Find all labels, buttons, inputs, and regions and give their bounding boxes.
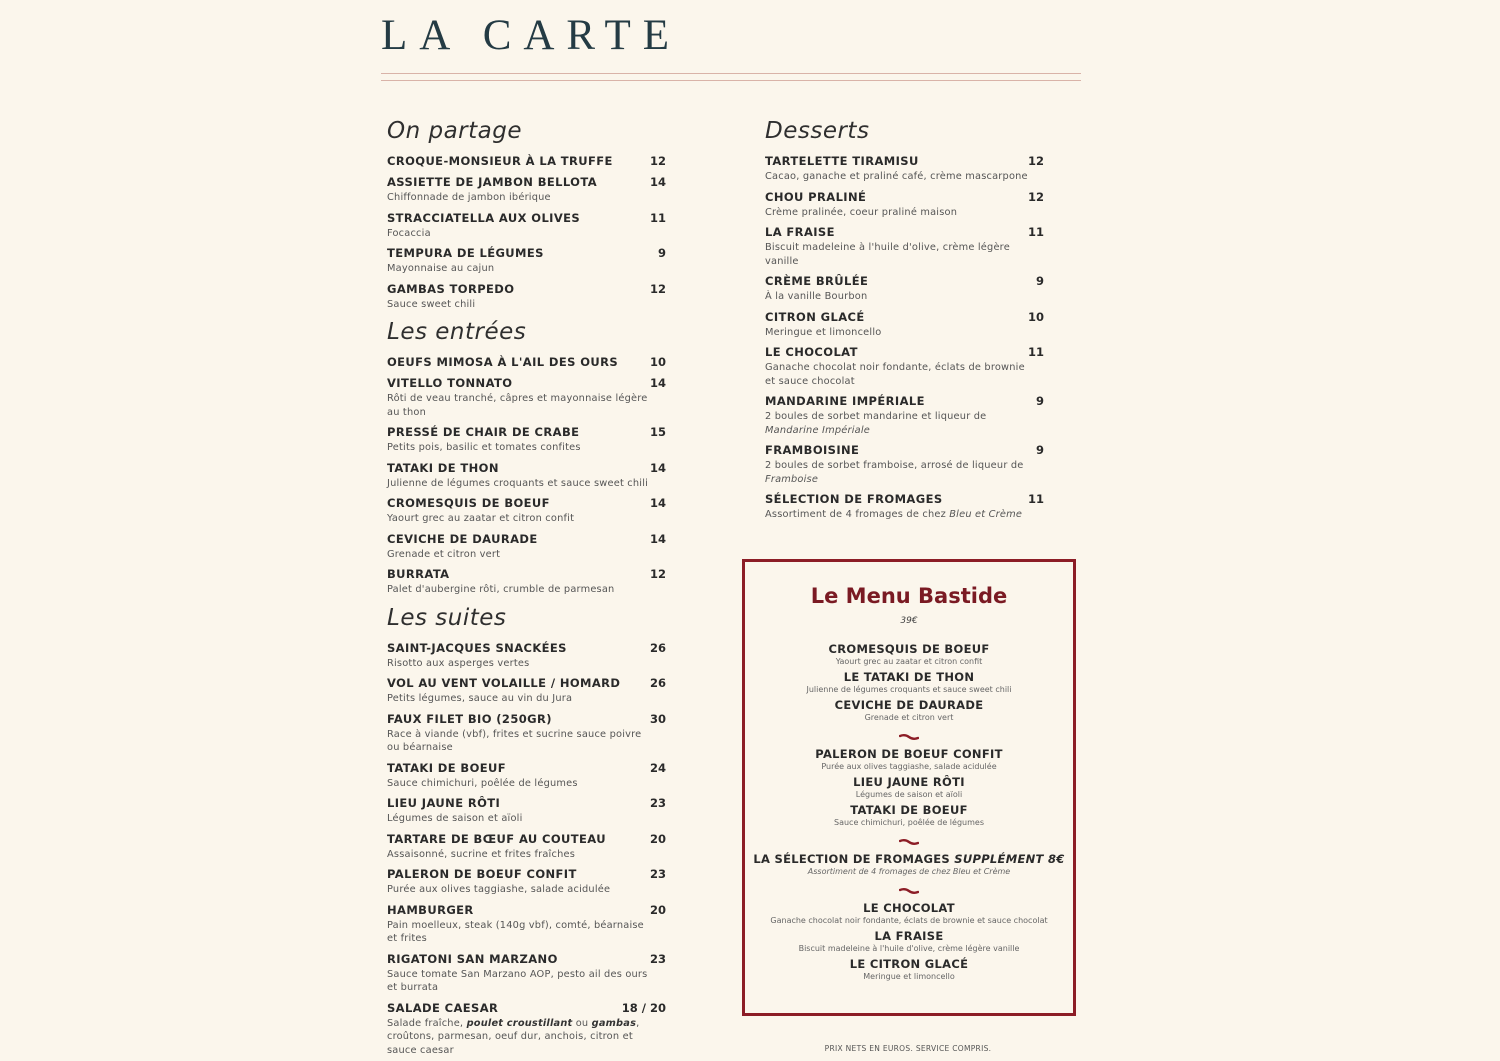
item-description	[387, 728, 657, 755]
item-name: TEMPURA DE LÉGUMES	[387, 246, 544, 260]
item-description	[765, 410, 1035, 437]
menu-item-row	[387, 211, 672, 226]
menu-item	[387, 712, 672, 755]
item-description	[387, 657, 657, 671]
item-name: BURRATA	[387, 567, 450, 581]
item-name: CEVICHE DE DAURADE	[387, 531, 538, 546]
item-name: CROMESQUIS DE BOEUF	[387, 496, 550, 510]
item-price: 11	[1027, 492, 1044, 506]
menu-section	[387, 116, 672, 311]
item-description-text: 2 boules de sorbet framboise, arrosé de liqueur de	[765, 460, 1024, 471]
item-price: 20	[649, 902, 666, 917]
item-name: TARTELETTE TIRAMISU	[765, 154, 919, 168]
item-price: 9	[1035, 394, 1044, 408]
menu-item-row	[387, 641, 672, 656]
item-price: 11	[1027, 225, 1044, 239]
item-description-text: Cacao, ganache et praliné café, crème mascarpone	[765, 171, 1028, 182]
menu-bastide-item-name-text: LA SÉLECTION DE FROMAGES	[753, 852, 955, 866]
menu-course-group	[745, 747, 1073, 828]
item-description-text: Ganache chocolat noir fondante, éclats de brownie et sauce chocolat	[765, 362, 1025, 387]
item-description	[387, 692, 657, 706]
item-price: 20	[649, 831, 666, 846]
menu-bastide-item-name	[745, 747, 1073, 761]
menu-bastide-box	[742, 559, 1076, 1016]
page-title: LA CARTE	[381, 12, 682, 59]
item-name: SÉLECTION DE FROMAGES	[765, 492, 943, 506]
item-description-text: Sauce chimichuri, poêlée de légumes	[387, 777, 578, 789]
menu-item-row	[387, 832, 672, 847]
menu-item	[387, 832, 672, 862]
menu-bastide-item-name-text: CROMESQUIS DE BOEUF	[828, 642, 990, 656]
menu-course-group	[745, 901, 1073, 982]
item-description-text: Assaisonné, sucrine et frites fraîches	[387, 848, 576, 860]
item-description	[387, 919, 657, 946]
item-description	[765, 326, 1035, 340]
item-description-italic: Mandarine Impériale	[765, 424, 870, 436]
header-rule-bottom	[381, 80, 1081, 81]
menu-bastide-item-name	[745, 670, 1073, 684]
menu-item-row	[387, 867, 672, 882]
item-price: 14	[649, 496, 666, 510]
item-price: 9	[1035, 274, 1044, 288]
item-name: FAUX FILET BIO (250GR)	[387, 711, 552, 726]
item-description-text: Sauce sweet chili	[387, 298, 476, 310]
menu-course-group	[745, 852, 1073, 877]
menu-item-row	[387, 355, 672, 370]
menu-bastide-item-description: Purée aux olives taggiashe, salade acidulée	[821, 762, 997, 771]
item-price: 23	[649, 796, 666, 810]
menu-bastide-item-description: Julienne de légumes croquants et sauce sweet chili	[806, 685, 1012, 694]
section-title: Les suites	[387, 604, 507, 631]
item-price: 24	[649, 760, 666, 775]
item-price: 23	[649, 951, 666, 966]
menu-item-row	[387, 425, 672, 440]
item-description	[387, 262, 657, 276]
item-name: ASSIETTE DE JAMBON BELLOTA	[387, 175, 597, 189]
item-description	[387, 441, 657, 455]
item-description-text: Grenade et citron vert	[387, 548, 501, 560]
item-name: CROQUE-MONSIEUR À LA TRUFFE	[387, 154, 613, 168]
menu-bastide-item-name-text: LIEU JAUNE RÔTI	[853, 775, 965, 789]
item-description-part: poulet croustillant	[466, 1017, 573, 1029]
item-description	[387, 512, 657, 526]
item-description	[765, 290, 1035, 304]
item-description-text: Focaccia	[387, 227, 431, 239]
item-description-text: Petits légumes, sauce au vin du Jura	[387, 693, 573, 704]
item-description-text: Rôti de veau tranché, câpres et mayonnaise légère au thon	[387, 393, 648, 418]
item-description-part: , croûtons, parmesan, oeuf dur, anchois, citron et sauce caesar	[387, 1017, 640, 1056]
item-description-text: 2 boules de sorbet mandarine et liqueur de	[765, 411, 987, 422]
left-column	[387, 116, 672, 1061]
item-name: OEUFS MIMOSA À L'AIL DES OURS	[387, 355, 619, 369]
menu-bastide-item-name	[745, 698, 1073, 712]
menu-bastide-item-description: Légumes de saison et aïoli	[855, 790, 963, 799]
item-description-text: Yaourt grec au zaatar et citron confit	[387, 513, 575, 524]
item-description-text: Meringue et limoncello	[765, 326, 882, 338]
menu-item	[387, 461, 672, 491]
menu-bastide-title: Le Menu Bastide	[810, 584, 1008, 608]
menu-item	[765, 225, 1050, 268]
menu-bastide-item-description: Yaourt grec au zaatar et citron confit	[835, 657, 983, 666]
footer-note: PRIX NETS EN EUROS. SERVICE COMPRIS.	[824, 1044, 992, 1053]
menu-item-row	[387, 532, 672, 547]
item-description-text: Purée aux olives taggiashe, salade acidulée	[387, 884, 611, 895]
menu-item	[387, 796, 672, 826]
item-description-part: ou	[572, 1017, 592, 1029]
desserts-section	[765, 116, 1050, 522]
item-price: 11	[649, 210, 666, 225]
item-description	[765, 361, 1035, 388]
item-description	[765, 241, 1035, 268]
menu-item	[765, 443, 1050, 486]
menu-item-row	[387, 567, 672, 582]
item-price: 12	[649, 567, 666, 581]
menu-bastide-item-description: Sauce chimichuri, poêlée de légumes	[834, 818, 984, 827]
section-title: Desserts	[765, 118, 870, 144]
item-price: 14	[649, 460, 666, 475]
item-description-text: Race à viande (vbf), frites et sucrine sauce poivre ou béarnaise	[387, 728, 642, 753]
menu-item-row	[765, 345, 1050, 360]
item-description	[765, 508, 1035, 522]
item-price: 12	[649, 154, 666, 168]
item-description	[765, 459, 1035, 486]
menu-bastide-item-name-text: LE CHOCOLAT	[863, 901, 955, 915]
item-description	[387, 812, 657, 826]
item-description-text: Assortiment de 4 fromages de chez	[765, 509, 946, 520]
item-price: 18 / 20	[621, 1000, 666, 1015]
menu-item	[387, 676, 672, 706]
item-description	[387, 883, 657, 897]
item-name: TATAKI DE BOEUF	[387, 760, 507, 775]
item-price: 14	[649, 175, 666, 189]
item-description-text: Petits pois, basilic et tomates confites	[387, 442, 581, 453]
menu-item	[387, 903, 672, 946]
menu-bastide-item-name	[745, 852, 1073, 866]
menu-bastide-item-name-text: TATAKI DE BOEUF	[850, 803, 968, 817]
menu-item-row	[387, 175, 672, 190]
menu-bastide-item-name	[745, 957, 1073, 971]
menu-bastide-item-name	[745, 642, 1073, 656]
item-description	[387, 777, 657, 791]
menu-bastide-item-description: Assortiment de 4 fromages de chez Bleu et Crème	[807, 867, 1011, 876]
item-description	[387, 583, 657, 597]
item-description-text: Biscuit madeleine à l'huile d'olive, crème légère vanille	[765, 242, 1010, 267]
item-name: RIGATONI SAN MARZANO	[387, 951, 558, 966]
menu-section	[387, 317, 672, 597]
menu-item	[387, 211, 672, 241]
menu-bastide-item-name	[745, 775, 1073, 789]
wave-divider-icon	[899, 887, 919, 895]
item-price: 10	[649, 355, 666, 369]
item-description	[765, 170, 1035, 184]
wave-divider-icon	[899, 733, 919, 741]
menu-item-row	[387, 676, 672, 691]
item-description-text: Chiffonnade de jambon ibérique	[387, 192, 551, 203]
menu-item-row	[387, 952, 672, 967]
item-price: 11	[1027, 345, 1044, 359]
item-name: SALADE CAESAR	[387, 1000, 499, 1015]
item-price: 14	[649, 531, 666, 546]
menu-item	[765, 274, 1050, 304]
item-price: 9	[1035, 443, 1044, 457]
item-name: HAMBURGER	[387, 902, 474, 917]
item-name: MANDARINE IMPÉRIALE	[765, 394, 925, 408]
item-name: PRESSÉ DE CHAIR DE CRABE	[387, 425, 580, 439]
menu-item	[765, 154, 1050, 184]
item-price: 15	[649, 425, 666, 439]
menu-item-row	[387, 712, 672, 727]
item-name: VITELLO TONNATO	[387, 376, 513, 390]
menu-item	[387, 425, 672, 455]
item-price: 12	[1027, 189, 1044, 204]
menu-item-row	[387, 903, 672, 918]
menu-item-row	[765, 274, 1050, 289]
item-name: LE CHOCOLAT	[765, 345, 858, 359]
desserts-column	[765, 116, 1050, 528]
item-price: 23	[649, 867, 666, 881]
menu-bastide-item-name	[745, 929, 1073, 943]
menu-item	[387, 567, 672, 597]
item-price: 14	[649, 376, 666, 390]
item-name: LA FRAISE	[765, 225, 835, 239]
menu-item	[765, 492, 1050, 522]
menu-bastide-price: 39€	[900, 616, 918, 626]
menu-item-row	[387, 1001, 672, 1016]
menu-bastide-item-description: Ganache chocolat noir fondante, éclats de brownie et sauce chocolat	[770, 916, 1048, 925]
menu-bastide-item-name-text: PALERON DE BOEUF CONFIT	[815, 747, 1003, 761]
section-title: Les entrées	[387, 319, 527, 345]
menu-item-row	[387, 282, 672, 297]
item-name: PALERON DE BOEUF CONFIT	[387, 867, 577, 881]
menu-bastide-courses	[745, 642, 1073, 982]
item-price: 30	[649, 711, 666, 726]
menu-item	[765, 190, 1050, 220]
item-description	[387, 298, 657, 312]
menu-item-row	[765, 310, 1050, 325]
header-rule-top	[381, 73, 1081, 74]
menu-item-row	[387, 154, 672, 169]
menu-item-row	[387, 376, 672, 391]
item-description	[387, 477, 657, 491]
item-price: 26	[649, 640, 666, 655]
menu-bastide-item-name-text: LE CITRON GLACÉ	[849, 957, 969, 971]
menu-item-row	[387, 246, 672, 261]
menu-item-row	[387, 496, 672, 511]
item-description-text: Risotto aux asperges vertes	[387, 657, 530, 669]
item-description	[387, 548, 657, 562]
menu-item	[387, 246, 672, 276]
item-description	[387, 191, 657, 205]
menu-item	[387, 282, 672, 312]
item-description-text: Mayonnaise au cajun	[387, 263, 495, 274]
menu-item-row	[765, 443, 1050, 458]
menu-bastide-item-description: Grenade et citron vert	[864, 713, 954, 722]
menu-item-row	[765, 225, 1050, 240]
item-name: SAINT-JACQUES SNACKÉES	[387, 640, 567, 655]
menu-bastide-item-name-text: CEVICHE DE DAURADE	[834, 698, 984, 712]
menu-item-row	[387, 796, 672, 811]
item-description	[387, 392, 657, 419]
item-price: 26	[649, 676, 666, 690]
menu-item	[387, 496, 672, 526]
menu-section	[387, 603, 672, 1058]
menu-bastide-item-name	[745, 803, 1073, 817]
item-description-italic: Bleu et Crème	[949, 509, 1023, 520]
item-price: 12	[1027, 154, 1044, 168]
item-price: 10	[1027, 309, 1044, 324]
item-description-text: Julienne de légumes croquants et sauce sweet chili	[387, 477, 649, 489]
item-name: STRACCIATELLA AUX OLIVES	[387, 210, 581, 225]
menu-item	[387, 175, 672, 205]
item-name: CITRON GLACÉ	[765, 309, 865, 324]
menu-item	[387, 641, 672, 671]
menu-item	[387, 376, 672, 419]
item-name: TATAKI DE THON	[387, 460, 499, 475]
item-description-text: Sauce tomate San Marzano AOP, pesto ail des ours et burrata	[387, 968, 648, 993]
item-price: 12	[649, 281, 666, 296]
item-description-text: Pain moelleux, steak (140g vbf), comté, béarnaise et frites	[387, 919, 644, 944]
menu-item	[387, 761, 672, 791]
item-name: TARTARE DE BŒUF AU COUTEAU	[387, 831, 606, 846]
menu-item	[387, 532, 672, 562]
menu-item	[387, 867, 672, 897]
menu-item-row	[765, 190, 1050, 205]
item-description-italic: Framboise	[765, 473, 819, 485]
item-description-text: Légumes de saison et aïoli	[387, 813, 523, 824]
item-name: CHOU PRALINÉ	[765, 189, 867, 204]
menu-item-row	[765, 394, 1050, 409]
menu-bastide-item-name	[745, 901, 1073, 915]
menu-item	[387, 355, 672, 370]
item-description	[387, 848, 657, 862]
menu-item-row	[387, 761, 672, 776]
item-name: GAMBAS TORPEDO	[387, 281, 515, 296]
menu-item	[765, 394, 1050, 437]
menu-item-row	[765, 492, 1050, 507]
menu-bastide-item-description: Meringue et limoncello	[863, 972, 955, 981]
item-description-text: Crème pralinée, coeur praliné maison	[765, 206, 958, 218]
wave-divider-icon	[899, 838, 919, 846]
item-description-part: gambas	[591, 1017, 637, 1029]
item-description-part: Salade fraîche,	[387, 1017, 467, 1029]
item-description-text: Palet d'aubergine rôti, crumble de parmesan	[387, 584, 615, 595]
menu-bastide-item-name-text: LA FRAISE	[874, 929, 944, 943]
menu-item	[765, 345, 1050, 388]
menu-bastide-item-description: Biscuit madeleine à l'huile d'olive, crème légère vanille	[798, 944, 1020, 953]
menu-item-row	[765, 154, 1050, 169]
menu-course-group	[745, 642, 1073, 723]
item-name: FRAMBOISINE	[765, 443, 860, 457]
menu-item	[387, 952, 672, 995]
menu-item	[387, 154, 672, 169]
item-name: LIEU JAUNE RÔTI	[387, 796, 501, 810]
menu-item	[765, 310, 1050, 340]
item-description-text: À la vanille Bourbon	[765, 291, 868, 302]
section-title: On partage	[387, 118, 523, 144]
item-price: 9	[657, 246, 666, 260]
item-name: VOL AU VENT VOLAILLE / HOMARD	[387, 676, 621, 690]
item-description	[387, 227, 657, 241]
menu-item-row	[387, 461, 672, 476]
menu-bastide-item-name-text: LE TATAKI DE THON	[843, 670, 975, 684]
item-name: CRÈME BRÛLÉE	[765, 274, 869, 288]
menu-bastide-supplement: SUPPLÉMENT 8€	[954, 852, 1065, 866]
item-description	[387, 968, 657, 995]
item-description	[765, 206, 1035, 220]
